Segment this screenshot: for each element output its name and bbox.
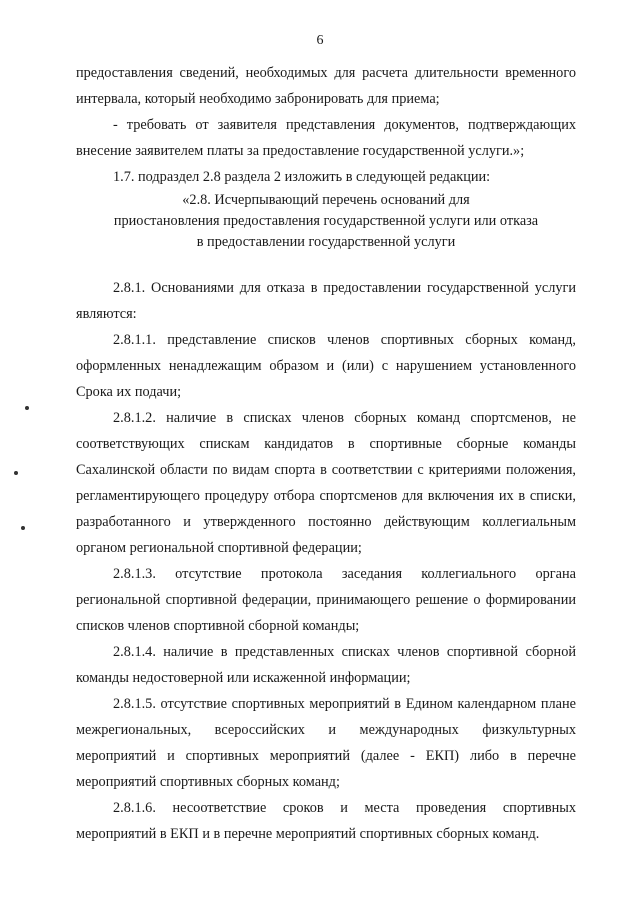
paragraph-2-8-1: 2.8.1. Основаниями для отказа в предоставлении государственной услуги являются: <box>76 280 576 322</box>
paragraph-2-8-1-2: 2.8.1.2. наличие в списках членов сборных команд спортсменов, не соответствующих спискам кандидатов в спортивные сборные команды Сахалинской области по видам спорта в соответствии с критериями положения, регламентирующего процедуру отбора спортсменов для включения их в списки, разработанного и утвержденного постоянно действующим коллегиальным органом региональной спортивной федерации; <box>76 410 576 556</box>
heading-line-3: в предоставлении государственной услуги <box>196 234 456 250</box>
heading-line-1: «2.8. Исчерпывающий перечень оснований для <box>182 192 470 208</box>
scan-speck <box>21 526 25 530</box>
scan-speck <box>25 406 29 410</box>
paragraph-amendment-1-7: 1.7. подраздел 2.8 раздела 2 изложить в следующей редакции: <box>113 169 491 185</box>
paragraph-2-8-1-1: 2.8.1.1. представление списков членов спортивных сборных команд, оформленных ненадлежащим образом и (или) с нарушением установленного Срока их подачи; <box>76 332 576 400</box>
top-text-block <box>76 60 576 190</box>
scan-speck <box>14 471 18 475</box>
paragraph-fee-requirement: - требовать от заявителя представления документов, подтверждающих внесение заявителем платы за предоставление государственной услуги.»; <box>76 117 576 159</box>
body-text-block <box>76 275 576 847</box>
heading-line-2: приостановления предоставления государственной услуги или отказа <box>113 213 539 229</box>
paragraph-2-8-1-5: 2.8.1.5. отсутствие спортивных мероприятий в Едином календарном плане межрегиональных, всероссийских и международных физкультурных мероприятий и спортивных мероприятий (далее - ЕКП) либо в перечне мероприятий спортивных сборных команд; <box>76 696 576 790</box>
section-heading-2-8 <box>76 190 576 253</box>
page-number: 6 <box>316 33 324 48</box>
paragraph-2-8-1-4: 2.8.1.4. наличие в представленных списках членов спортивной сборной команды недостоверной или искаженной информации; <box>76 644 576 686</box>
paragraph-2-8-1-3: 2.8.1.3. отсутствие протокола заседания коллегиального органа региональной спортивной федерации, принимающего решение о формировании списков членов спортивной сборной команды; <box>76 566 576 634</box>
paragraph-continuation: предоставления сведений, необходимых для расчета длительности временного интервала, который необходимо забронировать для приема; <box>76 65 576 107</box>
paragraph-2-8-1-6: 2.8.1.6. несоответствие сроков и места проведения спортивных мероприятий в ЕКП и в перечне мероприятий спортивных сборных команд. <box>76 800 576 842</box>
